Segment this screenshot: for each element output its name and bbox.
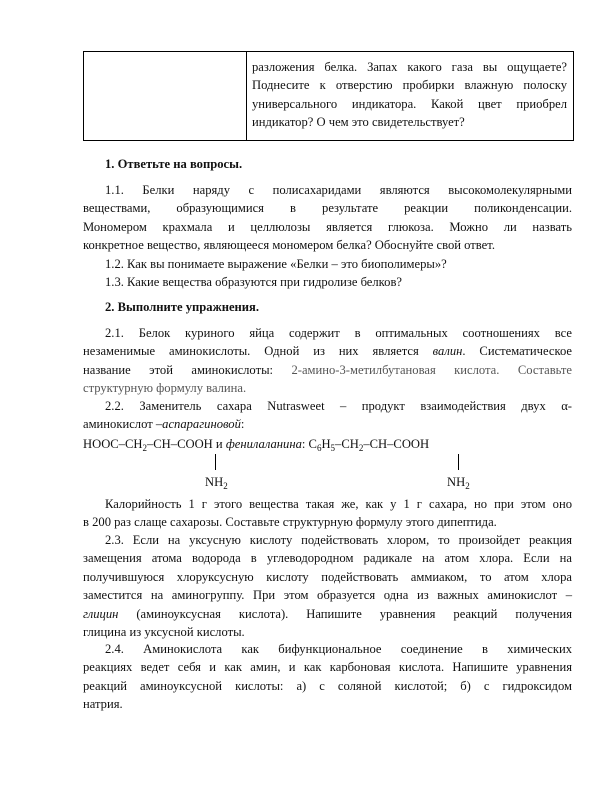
question-1-2: 1.2. Как вы понимаете выражение «Белки – это биополимеры»? — [105, 257, 447, 271]
table-right-cell — [252, 58, 567, 132]
subscript: 2 — [223, 481, 228, 491]
question-line: 1.1. Белки наряду с полисахаридами являются высокомолекулярными — [105, 183, 572, 197]
bond-line — [215, 454, 216, 470]
subscript: 2 — [465, 481, 470, 491]
exercise-line: реакций аминоуксусной кислоты: а) с соляной кислотой; б) с гидроксидом — [83, 678, 572, 693]
italic-term: фенилаланина — [225, 437, 302, 451]
formula-text: : — [301, 437, 309, 451]
gray-text: 2-амино-3-метилбутановая кислота. Составьте — [291, 362, 572, 377]
exercise-2-2 — [83, 397, 572, 434]
table-cell-line: универсального индикатора. Какой цвет приобрел — [252, 96, 567, 111]
exercise-line: натрия. — [83, 697, 123, 712]
exercise-2-1 — [83, 324, 572, 398]
exercise-line — [83, 361, 572, 379]
exercise-line: 2.3. Если на уксусную кислоту подействовать хлором, то произойдет реакция — [105, 533, 572, 547]
text-run: : — [240, 417, 245, 432]
question-line: конкретное вещество, являющееся мономером белка? Обоснуйте свой ответ. — [83, 238, 495, 253]
question-1-3: 1.3. Какие вещества образуются при гидролизе белков? — [105, 275, 402, 289]
exercise-line: реакциях ведет себя и как амин, и как карбоновая кислота. Напишите уравнения — [83, 660, 572, 675]
subscript: 6 — [316, 443, 322, 453]
italic-term: валин — [432, 344, 463, 359]
table-cell-line: индикатор? О чем это свидетельствует? — [252, 115, 465, 130]
section2-heading: 2. Выполните упражнения. — [105, 300, 260, 314]
exercise-2-3 — [83, 531, 572, 641]
exercise-line: получившуюся хлоруксусную кислоту подействовать аммиаком, то атом хлора — [83, 569, 572, 584]
question-line: Мономером крахмала и целлюлозы является глюкоза. Можно ли назвать — [83, 219, 572, 234]
text-run: аминокислот – — [83, 417, 163, 432]
exercise-line: структурную формулу валина. — [83, 381, 247, 396]
table-cell-line: Поднесите к отверстию пробирки влажную полоску — [252, 78, 567, 93]
formula-text: NH — [205, 475, 224, 489]
exercise-line — [83, 605, 572, 623]
table-column-divider — [246, 52, 247, 140]
amino-group-label — [447, 473, 470, 495]
exercise-line: в 200 раз слаще сахарозы. Составьте структурную формулу этого дипептида. — [83, 515, 497, 530]
exercise-line: заместится на аминогруппу. При этом образуется одна из важных аминокислот – — [83, 588, 572, 603]
exercise-line: Калорийность 1 г этого вещества такая же, как у 1 г сахара, но при этом оно — [105, 497, 572, 511]
exercise-2-4 — [83, 640, 572, 714]
question-1-1 — [83, 181, 572, 255]
exercise-line: 2.1. Белок куриного яйца содержит в оптимальных соотношениях все — [105, 326, 572, 340]
amino-group-label — [205, 473, 228, 495]
table-cell-line: разложения белка. Запах какого газа вы ощущаете? — [252, 60, 567, 74]
formula-text: C — [308, 437, 317, 451]
subscript: 5 — [330, 443, 336, 453]
formula-text: H — [321, 437, 331, 451]
exercise-2-2-continuation — [83, 495, 572, 532]
exercise-line: замещения атома водорода в углеводородном радикале на атом хлора. Если на — [83, 551, 572, 566]
question-line: веществами, образующимися в результате реакции поликонденсации. — [83, 201, 572, 216]
italic-term: аспарагиновой — [162, 417, 241, 432]
text-run: название этой аминокислоты: — [83, 362, 292, 377]
formula-text: –CH — [335, 437, 359, 451]
subscript: 2 — [142, 443, 147, 453]
subscript: 2 — [358, 443, 364, 453]
formula-text: –CH–COOH — [146, 437, 213, 451]
formula-text: HOOC–CH — [83, 437, 143, 451]
exercise-line: 2.2. Заменитель сахара Nutrasweet – продукт взаимодействия двух α- — [105, 399, 572, 413]
exercise-line — [83, 415, 572, 433]
bond-line — [458, 454, 459, 470]
text-run: (аминоуксусная кислота). Напишите уравнения реакций получения — [118, 606, 572, 621]
section1-heading: 1. Ответьте на вопросы. — [105, 157, 243, 171]
task-table — [83, 51, 574, 141]
exercise-line — [83, 342, 572, 360]
italic-term: глицин — [83, 606, 119, 621]
formula-text: NH — [447, 475, 466, 489]
exercise-line: глицина из уксусной кислоты. — [83, 625, 245, 640]
text-run: незаменимые аминокислоты. Одной из них является — [83, 344, 433, 359]
exercise-line: 2.4. Аминокислота как бифункциональное соединение в химических — [105, 642, 572, 656]
formula-line — [83, 435, 572, 457]
text-run: . Систематическое — [462, 344, 572, 359]
formula-text: –CH–COOH — [363, 437, 430, 451]
formula-text: и — [212, 437, 226, 451]
